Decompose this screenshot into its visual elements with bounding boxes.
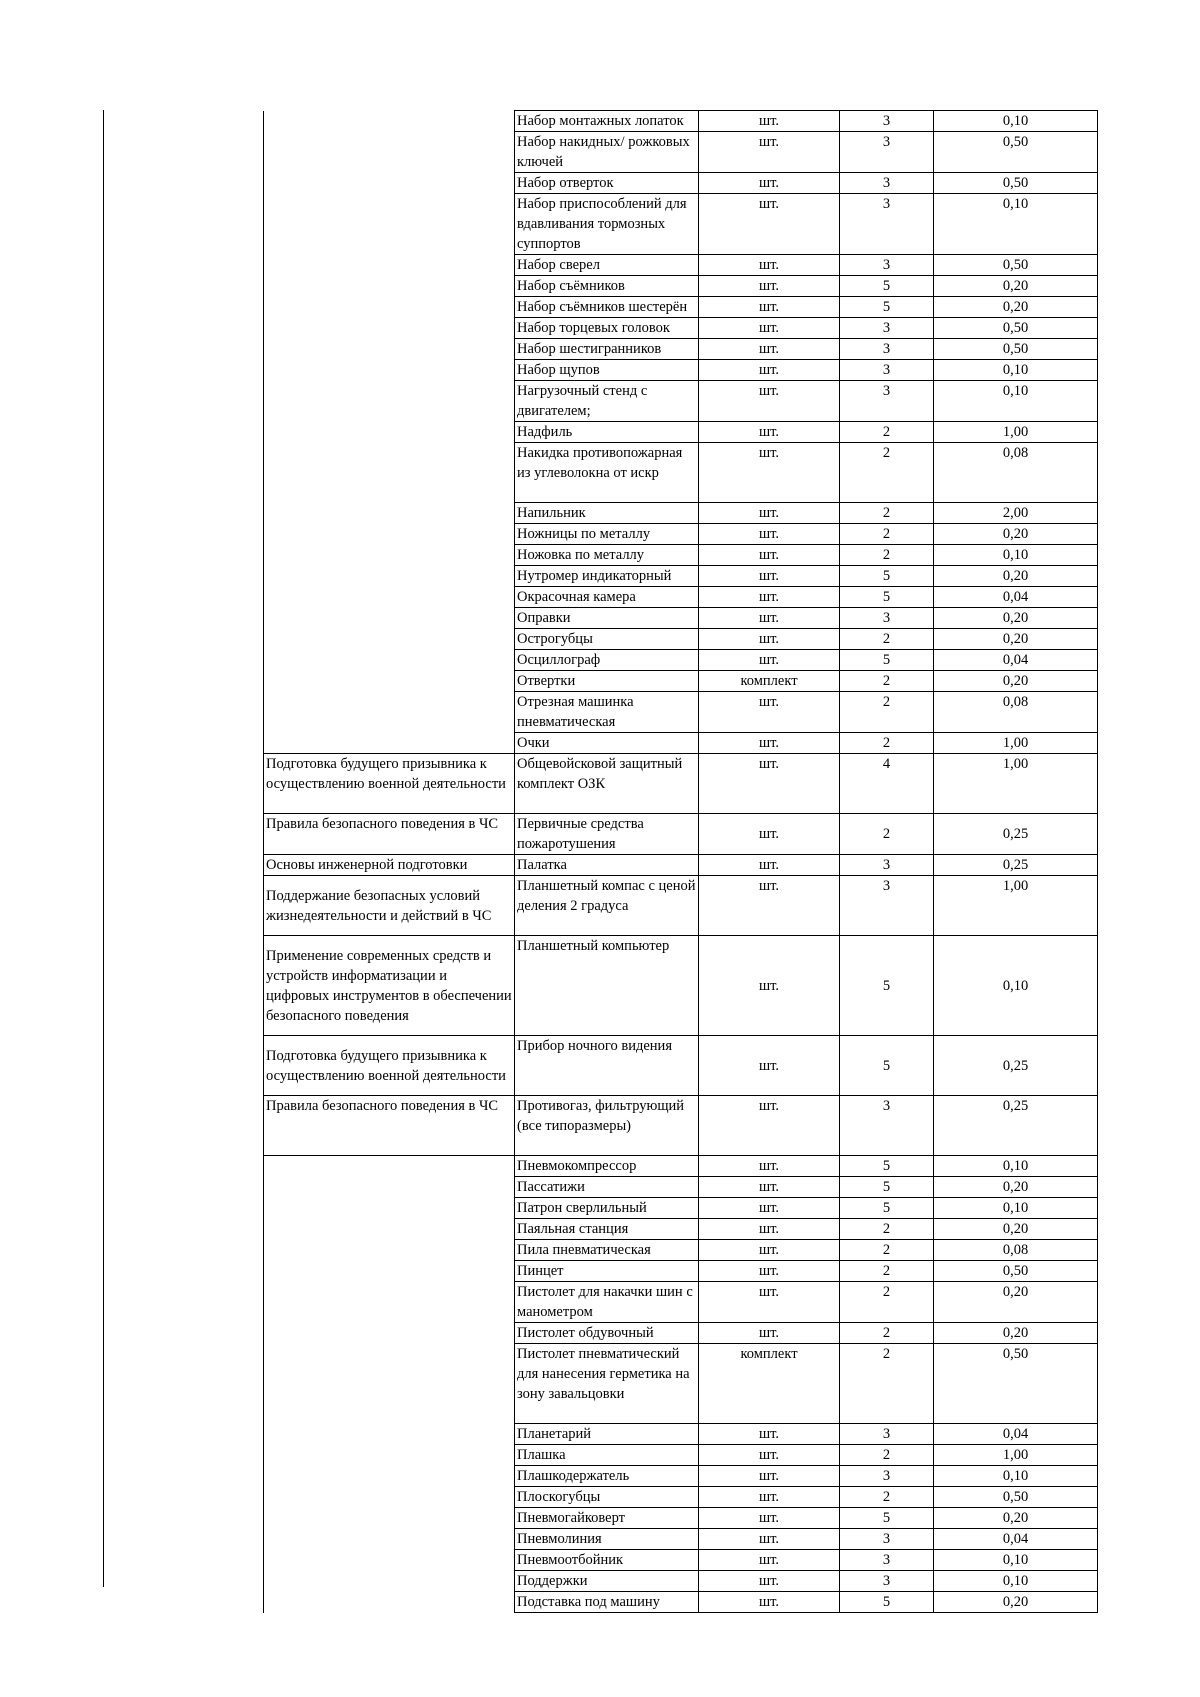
coef-cell: 0,50: [934, 1344, 1098, 1424]
qty-cell: 5: [840, 566, 934, 587]
topic-cell: Правила безопасного поведения в ЧС: [264, 1096, 515, 1156]
topic-cell: [264, 318, 515, 339]
coef-cell: 1,00: [934, 733, 1098, 754]
coef-cell: 0,10: [934, 1466, 1098, 1487]
coef-cell: 0,04: [934, 1529, 1098, 1550]
coef-cell: 0,04: [934, 1424, 1098, 1445]
topic-cell: [264, 545, 515, 566]
coef-cell: 2,00: [934, 503, 1098, 524]
topic-cell: [264, 255, 515, 276]
unit-cell: шт.: [699, 1323, 840, 1344]
table-row: [264, 339, 1098, 360]
topic-cell: [264, 381, 515, 422]
table-row: [264, 936, 1098, 1036]
item-cell: Прибор ночного видения: [515, 1036, 699, 1096]
unit-cell: шт.: [699, 1550, 840, 1571]
coef-cell: 0,50: [934, 339, 1098, 360]
topic-cell: [264, 650, 515, 671]
item-cell: Набор съёмников шестерён: [515, 297, 699, 318]
topic-cell: [264, 1198, 515, 1219]
unit-cell: шт.: [699, 1261, 840, 1282]
item-cell: Отрезная машинка пневматическая: [515, 692, 699, 733]
coef-cell: 0,25: [934, 1096, 1098, 1156]
coef-cell: 0,50: [934, 255, 1098, 276]
unit-cell: шт.: [699, 629, 840, 650]
item-cell: Пила пневматическая: [515, 1240, 699, 1261]
coef-cell: 0,20: [934, 276, 1098, 297]
unit-cell: шт.: [699, 422, 840, 443]
unit-cell: шт.: [699, 1219, 840, 1240]
unit-cell: шт.: [699, 1466, 840, 1487]
coef-cell: 0,08: [934, 692, 1098, 733]
qty-cell: 3: [840, 855, 934, 876]
unit-cell: шт.: [699, 587, 840, 608]
table-row: [264, 111, 1098, 132]
qty-cell: 2: [840, 1282, 934, 1323]
qty-cell: 2: [840, 671, 934, 692]
page-left-rule: [103, 110, 104, 1587]
table-row: [264, 132, 1098, 173]
qty-cell: 2: [840, 692, 934, 733]
item-cell: Плашка: [515, 1445, 699, 1466]
item-cell: Набор приспособлений для вдавливания тормозных суппортов: [515, 194, 699, 255]
unit-cell: шт.: [699, 1177, 840, 1198]
item-cell: Отвертки: [515, 671, 699, 692]
unit-cell: шт.: [699, 1571, 840, 1592]
qty-cell: 3: [840, 255, 934, 276]
item-cell: Напильник: [515, 503, 699, 524]
table-row: [264, 1323, 1098, 1344]
unit-cell: шт.: [699, 1240, 840, 1261]
unit-cell: шт.: [699, 111, 840, 132]
unit-cell: шт.: [699, 936, 840, 1036]
table-row: [264, 608, 1098, 629]
topic-cell: [264, 1156, 515, 1177]
topic-cell: [264, 1466, 515, 1487]
coef-cell: 0,10: [934, 936, 1098, 1036]
table-row: [264, 1344, 1098, 1424]
coef-cell: 0,20: [934, 629, 1098, 650]
topic-cell: [264, 1323, 515, 1344]
table-row: [264, 194, 1098, 255]
unit-cell: комплект: [699, 671, 840, 692]
unit-cell: шт.: [699, 381, 840, 422]
table-row: [264, 650, 1098, 671]
qty-cell: 3: [840, 608, 934, 629]
unit-cell: шт.: [699, 608, 840, 629]
qty-cell: 3: [840, 1550, 934, 1571]
qty-cell: 3: [840, 111, 934, 132]
unit-cell: шт.: [699, 173, 840, 194]
table-row: [264, 422, 1098, 443]
qty-cell: 3: [840, 1096, 934, 1156]
table-row: [264, 173, 1098, 194]
item-cell: Ножовка по металлу: [515, 545, 699, 566]
unit-cell: шт.: [699, 814, 840, 855]
table-row: [264, 1261, 1098, 1282]
table-row: [264, 545, 1098, 566]
unit-cell: шт.: [699, 1508, 840, 1529]
table-row: [264, 1571, 1098, 1592]
qty-cell: 3: [840, 318, 934, 339]
table-row: [264, 733, 1098, 754]
qty-cell: 3: [840, 1424, 934, 1445]
item-cell: Нагрузочный стенд с двигателем;: [515, 381, 699, 422]
coef-cell: 1,00: [934, 754, 1098, 814]
item-cell: Плашкодержатель: [515, 1466, 699, 1487]
coef-cell: 0,50: [934, 132, 1098, 173]
topic-cell: [264, 1261, 515, 1282]
table-row: [264, 1240, 1098, 1261]
table-row: [264, 1156, 1098, 1177]
coef-cell: 0,20: [934, 1282, 1098, 1323]
table-row: [264, 692, 1098, 733]
coef-cell: 0,20: [934, 524, 1098, 545]
item-cell: Набор щупов: [515, 360, 699, 381]
coef-cell: 0,25: [934, 814, 1098, 855]
qty-cell: 2: [840, 1261, 934, 1282]
unit-cell: шт.: [699, 132, 840, 173]
item-cell: Пистолет обдувочный: [515, 1323, 699, 1344]
item-cell: Накидка противопожарная из углеволокна от искр: [515, 443, 699, 503]
unit-cell: шт.: [699, 1198, 840, 1219]
topic-cell: [264, 1592, 515, 1613]
table-row: [264, 671, 1098, 692]
qty-cell: 5: [840, 1156, 934, 1177]
table-row: [264, 754, 1098, 814]
coef-cell: 0,10: [934, 1571, 1098, 1592]
coef-cell: 0,04: [934, 587, 1098, 608]
qty-cell: 2: [840, 1344, 934, 1424]
coef-cell: 0,08: [934, 1240, 1098, 1261]
coef-cell: 0,20: [934, 1177, 1098, 1198]
qty-cell: 5: [840, 1177, 934, 1198]
unit-cell: шт.: [699, 255, 840, 276]
topic-cell: [264, 587, 515, 608]
coef-cell: 0,20: [934, 608, 1098, 629]
item-cell: Противогаз, фильтрующий (все типоразмеры): [515, 1096, 699, 1156]
unit-cell: шт.: [699, 339, 840, 360]
topic-cell: Применение современных средств и устройств информатизации и цифровых инструментов в обеспечении безопасного поведения: [264, 936, 515, 1036]
unit-cell: шт.: [699, 1036, 840, 1096]
table-row: [264, 1529, 1098, 1550]
topic-cell: [264, 1344, 515, 1424]
table-row: [264, 876, 1098, 936]
topic-cell: [264, 194, 515, 255]
topic-cell: [264, 1508, 515, 1529]
coef-cell: 0,10: [934, 111, 1098, 132]
unit-cell: шт.: [699, 1282, 840, 1323]
topic-cell: [264, 503, 515, 524]
topic-cell: [264, 339, 515, 360]
unit-cell: шт.: [699, 1445, 840, 1466]
coef-cell: 0,10: [934, 1550, 1098, 1571]
table-row: [264, 503, 1098, 524]
coef-cell: 1,00: [934, 1445, 1098, 1466]
item-cell: Поддержки: [515, 1571, 699, 1592]
topic-cell: Правила безопасного поведения в ЧС: [264, 814, 515, 855]
table-row: [264, 629, 1098, 650]
qty-cell: 5: [840, 1592, 934, 1613]
coef-cell: 0,20: [934, 297, 1098, 318]
item-cell: Планшетный компас с ценой деления 2 градуса: [515, 876, 699, 936]
unit-cell: шт.: [699, 566, 840, 587]
unit-cell: шт.: [699, 545, 840, 566]
qty-cell: 2: [840, 1219, 934, 1240]
table-row: [264, 814, 1098, 855]
unit-cell: шт.: [699, 297, 840, 318]
item-cell: Набор отверток: [515, 173, 699, 194]
topic-cell: [264, 422, 515, 443]
item-cell: Планетарий: [515, 1424, 699, 1445]
table-row: [264, 360, 1098, 381]
table-row: [264, 255, 1098, 276]
item-cell: Пистолет пневматический для нанесения герметика на зону завальцовки: [515, 1344, 699, 1424]
topic-cell: [264, 1571, 515, 1592]
qty-cell: 2: [840, 814, 934, 855]
unit-cell: шт.: [699, 194, 840, 255]
coef-cell: 0,20: [934, 1592, 1098, 1613]
qty-cell: 3: [840, 194, 934, 255]
qty-cell: 3: [840, 381, 934, 422]
unit-cell: шт.: [699, 855, 840, 876]
qty-cell: 2: [840, 524, 934, 545]
coef-cell: 0,25: [934, 1036, 1098, 1096]
table-row: [264, 566, 1098, 587]
item-cell: Окрасочная камера: [515, 587, 699, 608]
coef-cell: 0,50: [934, 318, 1098, 339]
topic-cell: [264, 733, 515, 754]
qty-cell: 5: [840, 936, 934, 1036]
table-row: [264, 1036, 1098, 1096]
item-cell: Плоскогубцы: [515, 1487, 699, 1508]
topic-cell: [264, 1487, 515, 1508]
coef-cell: 0,10: [934, 545, 1098, 566]
table-row: [264, 855, 1098, 876]
coef-cell: 0,08: [934, 443, 1098, 503]
table-row: [264, 1466, 1098, 1487]
item-cell: Паяльная станция: [515, 1219, 699, 1240]
topic-cell: [264, 692, 515, 733]
topic-cell: Основы инженерной подготовки: [264, 855, 515, 876]
topic-cell: [264, 1529, 515, 1550]
unit-cell: шт.: [699, 1592, 840, 1613]
unit-cell: шт.: [699, 1156, 840, 1177]
qty-cell: 3: [840, 132, 934, 173]
qty-cell: 2: [840, 733, 934, 754]
topic-cell: [264, 1177, 515, 1198]
unit-cell: шт.: [699, 733, 840, 754]
item-cell: Набор шестигранников: [515, 339, 699, 360]
unit-cell: шт.: [699, 276, 840, 297]
item-cell: Надфиль: [515, 422, 699, 443]
item-cell: Пневмогайковерт: [515, 1508, 699, 1529]
coef-cell: 0,10: [934, 360, 1098, 381]
qty-cell: 2: [840, 422, 934, 443]
qty-cell: 5: [840, 1508, 934, 1529]
topic-cell: [264, 671, 515, 692]
qty-cell: 2: [840, 443, 934, 503]
topic-cell: [264, 1445, 515, 1466]
item-cell: Острогубцы: [515, 629, 699, 650]
topic-cell: [264, 297, 515, 318]
qty-cell: 3: [840, 876, 934, 936]
topic-cell: [264, 360, 515, 381]
coef-cell: 0,20: [934, 1219, 1098, 1240]
unit-cell: шт.: [699, 524, 840, 545]
unit-cell: шт.: [699, 1487, 840, 1508]
item-cell: Ножницы по металлу: [515, 524, 699, 545]
qty-cell: 4: [840, 754, 934, 814]
table-row: [264, 587, 1098, 608]
table-row: [264, 1282, 1098, 1323]
topic-cell: Подготовка будущего призывника к осуществлению военной деятельности: [264, 1036, 515, 1096]
qty-cell: 2: [840, 1487, 934, 1508]
coef-cell: 1,00: [934, 422, 1098, 443]
qty-cell: 5: [840, 650, 934, 671]
topic-cell: [264, 608, 515, 629]
table-row: [264, 1592, 1098, 1613]
table-row: [264, 1177, 1098, 1198]
item-cell: Подставка под машину: [515, 1592, 699, 1613]
qty-cell: 2: [840, 503, 934, 524]
table-row: [264, 318, 1098, 339]
item-cell: Пинцет: [515, 1261, 699, 1282]
coef-cell: 1,00: [934, 876, 1098, 936]
unit-cell: шт.: [699, 650, 840, 671]
qty-cell: 5: [840, 276, 934, 297]
item-cell: Нутромер индикаторный: [515, 566, 699, 587]
table-row: [264, 1508, 1098, 1529]
coef-cell: 0,50: [934, 173, 1098, 194]
unit-cell: шт.: [699, 754, 840, 814]
qty-cell: 3: [840, 1571, 934, 1592]
item-cell: Оправки: [515, 608, 699, 629]
item-cell: Очки: [515, 733, 699, 754]
item-cell: Пневмокомпрессор: [515, 1156, 699, 1177]
equipment-table-body: [264, 111, 1098, 1613]
unit-cell: шт.: [699, 503, 840, 524]
item-cell: Пистолет для накачки шин с манометром: [515, 1282, 699, 1323]
item-cell: Пассатижи: [515, 1177, 699, 1198]
table-row: [264, 276, 1098, 297]
item-cell: Пневмолиния: [515, 1529, 699, 1550]
table-row: [264, 381, 1098, 422]
unit-cell: шт.: [699, 1529, 840, 1550]
qty-cell: 5: [840, 1198, 934, 1219]
item-cell: Патрон сверлильный: [515, 1198, 699, 1219]
qty-cell: 3: [840, 360, 934, 381]
coef-cell: 0,10: [934, 381, 1098, 422]
unit-cell: шт.: [699, 692, 840, 733]
topic-cell: [264, 276, 515, 297]
topic-cell: [264, 111, 515, 132]
item-cell: Набор сверел: [515, 255, 699, 276]
topic-cell: [264, 173, 515, 194]
table-row: [264, 1445, 1098, 1466]
table-row: [264, 297, 1098, 318]
item-cell: Набор торцевых головок: [515, 318, 699, 339]
unit-cell: шт.: [699, 443, 840, 503]
coef-cell: 0,20: [934, 1508, 1098, 1529]
qty-cell: 2: [840, 629, 934, 650]
item-cell: Набор накидных/ рожковых ключей: [515, 132, 699, 173]
topic-cell: [264, 1550, 515, 1571]
topic-cell: [264, 566, 515, 587]
topic-cell: [264, 629, 515, 650]
qty-cell: 2: [840, 545, 934, 566]
unit-cell: шт.: [699, 318, 840, 339]
table-row: [264, 524, 1098, 545]
topic-cell: [264, 132, 515, 173]
item-cell: Общевойсковой защитный комплект ОЗК: [515, 754, 699, 814]
table-row: [264, 1424, 1098, 1445]
item-cell: Набор монтажных лопаток: [515, 111, 699, 132]
item-cell: Палатка: [515, 855, 699, 876]
topic-cell: [264, 1240, 515, 1261]
qty-cell: 5: [840, 587, 934, 608]
table-row: [264, 443, 1098, 503]
coef-cell: 0,10: [934, 1156, 1098, 1177]
coef-cell: 0,04: [934, 650, 1098, 671]
table-row: [264, 1198, 1098, 1219]
item-cell: Осциллограф: [515, 650, 699, 671]
unit-cell: шт.: [699, 876, 840, 936]
table-row: [264, 1487, 1098, 1508]
coef-cell: 0,50: [934, 1487, 1098, 1508]
coef-cell: 0,10: [934, 194, 1098, 255]
item-cell: Набор съёмников: [515, 276, 699, 297]
unit-cell: шт.: [699, 1424, 840, 1445]
topic-cell: [264, 1424, 515, 1445]
table-row: [264, 1219, 1098, 1240]
qty-cell: 5: [840, 1036, 934, 1096]
equipment-table: [263, 110, 1098, 1613]
coef-cell: 0,50: [934, 1261, 1098, 1282]
qty-cell: 3: [840, 339, 934, 360]
qty-cell: 2: [840, 1323, 934, 1344]
qty-cell: 3: [840, 1529, 934, 1550]
item-cell: Планшетный компьютер: [515, 936, 699, 1036]
topic-cell: Поддержание безопасных условий жизнедеятельности и действий в ЧС: [264, 876, 515, 936]
coef-cell: 0,20: [934, 1323, 1098, 1344]
topic-cell: [264, 524, 515, 545]
coef-cell: 0,20: [934, 566, 1098, 587]
item-cell: Пневмоотбойник: [515, 1550, 699, 1571]
qty-cell: 3: [840, 1466, 934, 1487]
table-row: [264, 1096, 1098, 1156]
qty-cell: 5: [840, 297, 934, 318]
coef-cell: 0,20: [934, 671, 1098, 692]
qty-cell: 2: [840, 1445, 934, 1466]
coef-cell: 0,25: [934, 855, 1098, 876]
topic-cell: [264, 443, 515, 503]
coef-cell: 0,10: [934, 1198, 1098, 1219]
qty-cell: 2: [840, 1240, 934, 1261]
unit-cell: шт.: [699, 360, 840, 381]
topic-cell: [264, 1219, 515, 1240]
unit-cell: комплект: [699, 1344, 840, 1424]
topic-cell: [264, 1282, 515, 1323]
topic-cell: Подготовка будущего призывника к осуществлению военной деятельности: [264, 754, 515, 814]
qty-cell: 3: [840, 173, 934, 194]
item-cell: Первичные средства пожаротушения: [515, 814, 699, 855]
unit-cell: шт.: [699, 1096, 840, 1156]
table-row: [264, 1550, 1098, 1571]
